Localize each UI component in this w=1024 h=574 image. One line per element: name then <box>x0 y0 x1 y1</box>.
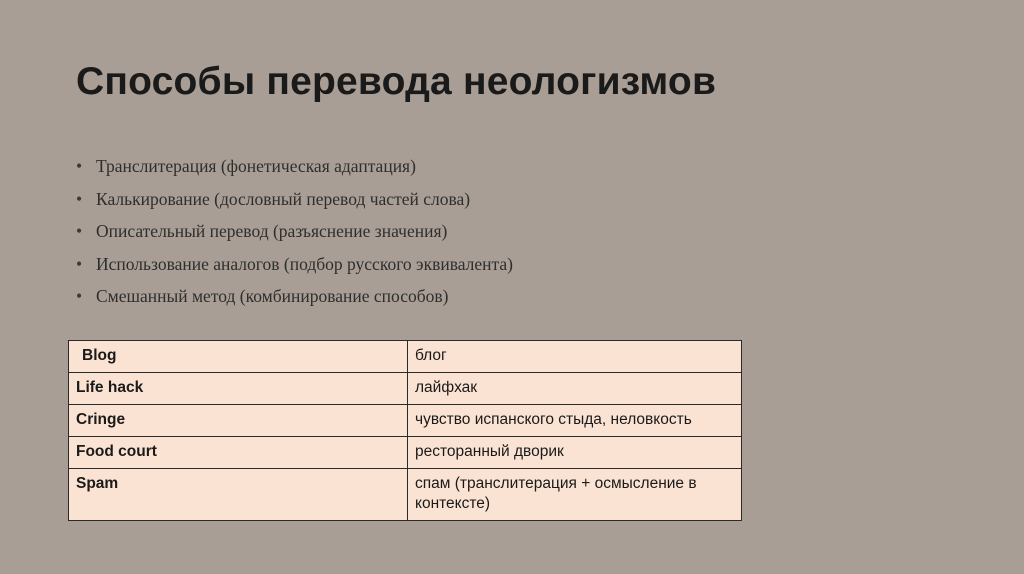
slide-title: Способы перевода неологизмов <box>76 60 717 103</box>
term-cell: Life hack <box>69 373 408 405</box>
term-cell: Spam <box>69 469 408 521</box>
list-item-text: Смешанный метод (комбинирование способов) <box>96 286 449 306</box>
table-row <box>69 469 742 521</box>
translation-cell: блог <box>408 341 742 373</box>
list-item <box>76 250 513 283</box>
list-item-text: Транслитерация (фонетическая адаптация) <box>96 156 416 176</box>
list-item <box>76 152 513 185</box>
bullet-icon: • <box>76 156 83 176</box>
list-item-text: Использование аналогов (подбор русского эквивалента) <box>96 253 513 274</box>
list-item <box>76 282 513 315</box>
translation-cell: лайфхак <box>408 373 742 405</box>
table-row <box>69 437 742 469</box>
list-item-text: Описательный перевод (разъяснение значения) <box>96 221 448 241</box>
bullet-icon: • <box>76 188 83 209</box>
term-cell: Food court <box>69 437 408 469</box>
term-cell: Blog <box>69 341 408 373</box>
translation-cell: ресторанный дворик <box>408 437 742 469</box>
table-row <box>69 341 742 373</box>
bullet-icon: • <box>76 253 83 274</box>
table-row <box>69 373 742 405</box>
list-item <box>76 185 513 218</box>
translation-cell: чувство испанского стыда, неловкость <box>408 405 742 437</box>
bullet-icon: • <box>76 221 83 241</box>
list-item-text: Калькирование (дословный перевод частей слова) <box>96 188 471 209</box>
translation-cell: спам (транслитерация + осмысление в контексте) <box>408 469 742 521</box>
examples-table <box>68 340 742 521</box>
methods-list <box>76 152 513 315</box>
bullet-icon: • <box>76 286 83 306</box>
term-cell: Cringe <box>69 405 408 437</box>
table-row <box>69 405 742 437</box>
list-item <box>76 217 513 250</box>
